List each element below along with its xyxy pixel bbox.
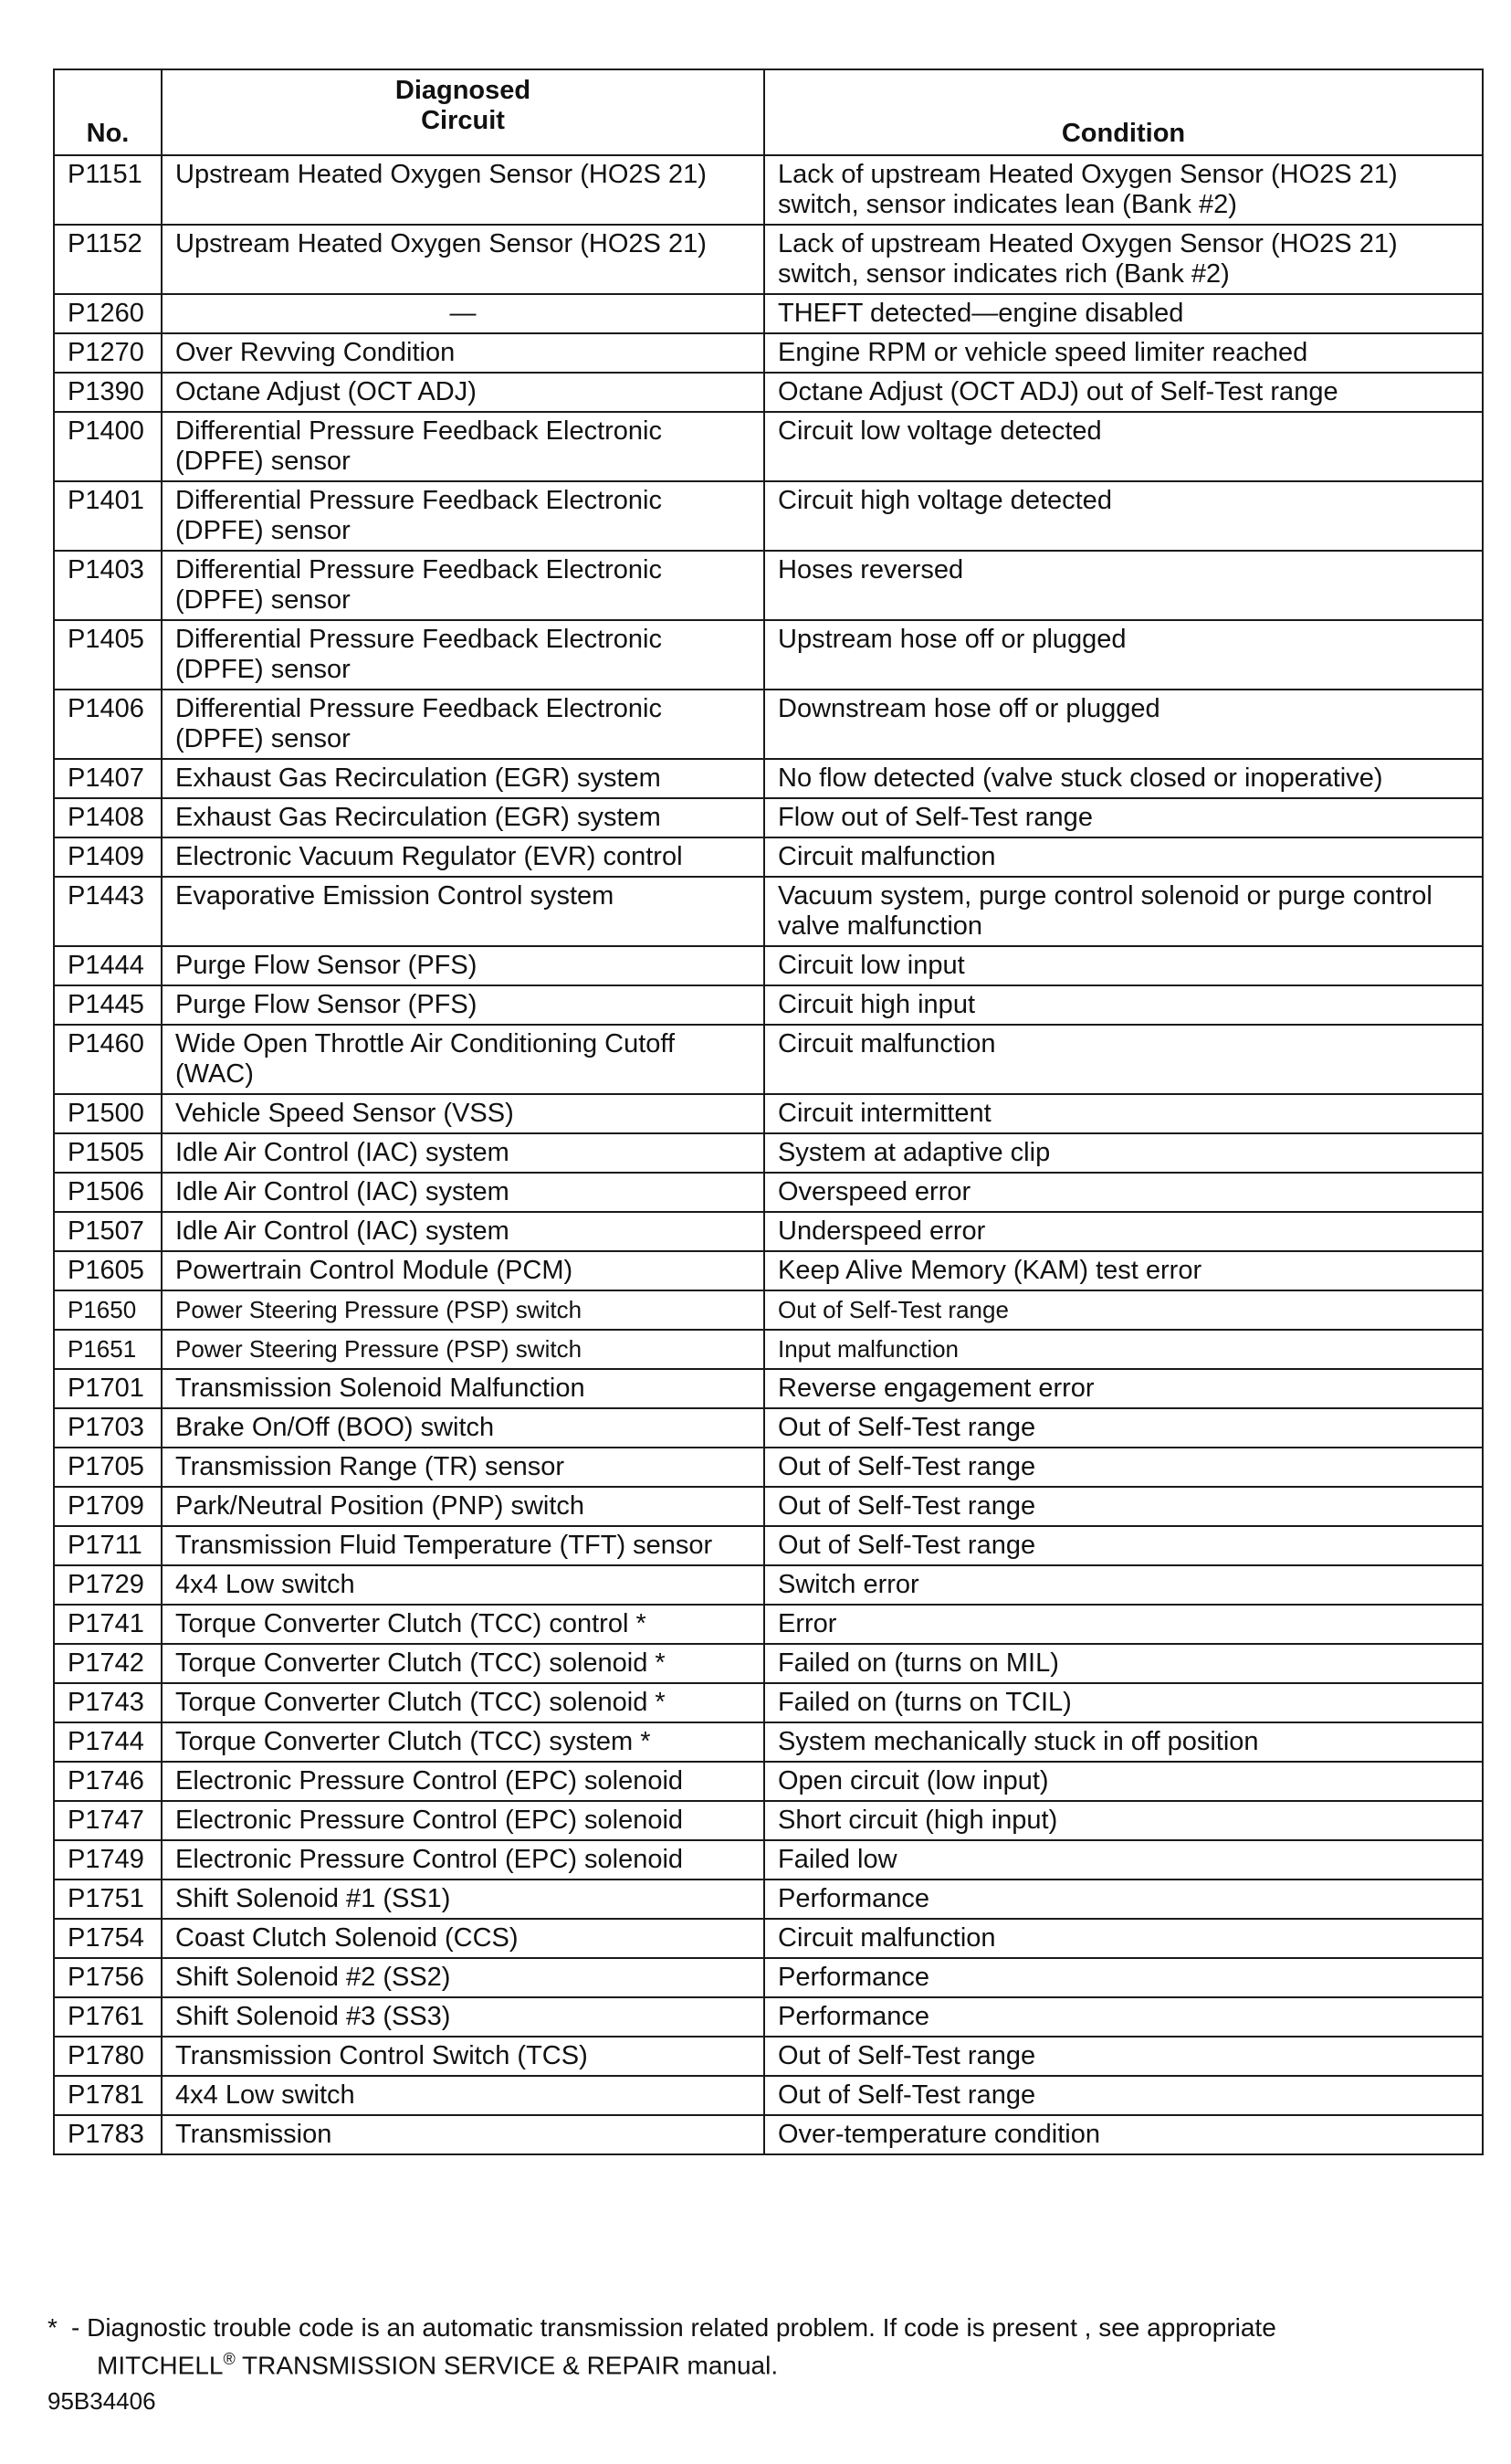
dtc-code: P1747 <box>54 1801 162 1840</box>
dtc-code: P1270 <box>54 333 162 373</box>
dtc-code: P1152 <box>54 225 162 294</box>
table-row <box>54 690 1483 759</box>
condition: Input malfunction <box>764 1330 1483 1369</box>
dtc-code: P1390 <box>54 373 162 412</box>
table-row <box>54 877 1483 946</box>
condition: Over-temperature condition <box>764 2115 1483 2154</box>
dtc-code: P1506 <box>54 1173 162 1212</box>
diagnosed-circuit: Shift Solenoid #1 (SS1) <box>162 1880 764 1919</box>
condition: Error <box>764 1605 1483 1644</box>
table-row <box>54 1369 1483 1408</box>
table-row <box>54 1094 1483 1133</box>
table-row <box>54 1722 1483 1762</box>
dtc-code: P1408 <box>54 798 162 837</box>
condition: Switch error <box>764 1565 1483 1605</box>
condition: Circuit malfunction <box>764 1919 1483 1958</box>
dtc-code: P1403 <box>54 551 162 620</box>
dtc-code: P1500 <box>54 1094 162 1133</box>
diagnosed-circuit: Differential Pressure Feedback Electronic (DPFE) sensor <box>162 481 764 551</box>
condition: Out of Self-Test range <box>764 1448 1483 1487</box>
table-row <box>54 2115 1483 2154</box>
dtc-table <box>53 68 1484 2155</box>
table-row <box>54 1448 1483 1487</box>
footnote-line1: - Diagnostic trouble code is an automatic transmission related problem. If code is present , see appropriate <box>71 2313 1276 2342</box>
condition: Underspeed error <box>764 1212 1483 1251</box>
condition: Circuit high voltage detected <box>764 481 1483 551</box>
diagnosed-circuit: Upstream Heated Oxygen Sensor (HO2S 21) <box>162 155 764 225</box>
diagnosed-circuit: Exhaust Gas Recirculation (EGR) system <box>162 798 764 837</box>
condition: Reverse engagement error <box>764 1369 1483 1408</box>
table-row <box>54 1919 1483 1958</box>
diagnosed-circuit: Octane Adjust (OCT ADJ) <box>162 373 764 412</box>
footnote-asterisk: * <box>47 2313 58 2342</box>
diagnosed-circuit: Torque Converter Clutch (TCC) control * <box>162 1605 764 1644</box>
dtc-code: P1743 <box>54 1683 162 1722</box>
dtc-code: P1407 <box>54 759 162 798</box>
diagnosed-circuit: 4x4 Low switch <box>162 1565 764 1605</box>
condition: Downstream hose off or plugged <box>764 690 1483 759</box>
table-row <box>54 759 1483 798</box>
dtc-code: P1260 <box>54 294 162 333</box>
table-row <box>54 1605 1483 1644</box>
diagnosed-circuit: Electronic Pressure Control (EPC) solenoid <box>162 1762 764 1801</box>
table-row <box>54 1880 1483 1919</box>
table-row <box>54 1251 1483 1290</box>
condition: Overspeed error <box>764 1173 1483 1212</box>
table-row <box>54 333 1483 373</box>
registered-mark: ® <box>223 2350 236 2368</box>
figure-id: 95B34406 <box>47 2387 156 2415</box>
diagnosed-circuit: Purge Flow Sensor (PFS) <box>162 946 764 985</box>
table-row <box>54 1762 1483 1801</box>
condition: Lack of upstream Heated Oxygen Sensor (HO2S 21) switch, sensor indicates rich (Bank #2) <box>764 225 1483 294</box>
dtc-code: P1505 <box>54 1133 162 1173</box>
dtc-code: P1754 <box>54 1919 162 1958</box>
dtc-code: P1151 <box>54 155 162 225</box>
table-row <box>54 620 1483 690</box>
condition: Octane Adjust (OCT ADJ) out of Self-Test range <box>764 373 1483 412</box>
diagnosed-circuit: Brake On/Off (BOO) switch <box>162 1408 764 1448</box>
dtc-code: P1405 <box>54 620 162 690</box>
diagnosed-circuit: Electronic Pressure Control (EPC) solenoid <box>162 1840 764 1880</box>
condition: Upstream hose off or plugged <box>764 620 1483 690</box>
header-circuit-line2: Circuit <box>421 106 505 135</box>
condition: Performance <box>764 1958 1483 1997</box>
table-row <box>54 1644 1483 1683</box>
diagnosed-circuit: Torque Converter Clutch (TCC) solenoid * <box>162 1683 764 1722</box>
condition: Open circuit (low input) <box>764 1762 1483 1801</box>
diagnosed-circuit: Power Steering Pressure (PSP) switch <box>162 1290 764 1330</box>
footnote <box>47 2312 1472 2381</box>
dtc-code: P1401 <box>54 481 162 551</box>
table-row <box>54 985 1483 1025</box>
diagnosed-circuit: Transmission Fluid Temperature (TFT) sensor <box>162 1526 764 1565</box>
diagnosed-circuit: Over Revving Condition <box>162 333 764 373</box>
dtc-code: P1701 <box>54 1369 162 1408</box>
condition: Hoses reversed <box>764 551 1483 620</box>
dtc-code: P1749 <box>54 1840 162 1880</box>
condition: Out of Self-Test range <box>764 1487 1483 1526</box>
condition: Failed on (turns on TCIL) <box>764 1683 1483 1722</box>
table-row <box>54 481 1483 551</box>
table-row <box>54 1173 1483 1212</box>
table-header-row <box>54 69 1483 155</box>
diagnosed-circuit: Differential Pressure Feedback Electronic (DPFE) sensor <box>162 690 764 759</box>
diagnosed-circuit: Differential Pressure Feedback Electronic (DPFE) sensor <box>162 551 764 620</box>
dtc-code: P1507 <box>54 1212 162 1251</box>
diagnosed-circuit: — <box>162 294 764 333</box>
condition: Failed low <box>764 1840 1483 1880</box>
diagnosed-circuit: Transmission <box>162 2115 764 2154</box>
condition: Out of Self-Test range <box>764 2076 1483 2115</box>
dtc-code: P1741 <box>54 1605 162 1644</box>
condition: No flow detected (valve stuck closed or inoperative) <box>764 759 1483 798</box>
diagnosed-circuit: Upstream Heated Oxygen Sensor (HO2S 21) <box>162 225 764 294</box>
condition: Vacuum system, purge control solenoid or purge control valve malfunction <box>764 877 1483 946</box>
condition: Circuit intermittent <box>764 1094 1483 1133</box>
table-row <box>54 1330 1483 1369</box>
dtc-code: P1705 <box>54 1448 162 1487</box>
condition: System at adaptive clip <box>764 1133 1483 1173</box>
diagnosed-circuit: Power Steering Pressure (PSP) switch <box>162 1330 764 1369</box>
dtc-code: P1709 <box>54 1487 162 1526</box>
table-row <box>54 1487 1483 1526</box>
dtc-code: P1761 <box>54 1997 162 2037</box>
dtc-code: P1703 <box>54 1408 162 1448</box>
diagnosed-circuit: Torque Converter Clutch (TCC) system * <box>162 1722 764 1762</box>
condition: Performance <box>764 1997 1483 2037</box>
table-row <box>54 294 1483 333</box>
condition: Circuit high input <box>764 985 1483 1025</box>
dtc-code: P1783 <box>54 2115 162 2154</box>
diagnosed-circuit: Exhaust Gas Recirculation (EGR) system <box>162 759 764 798</box>
footnote-line2-rest: TRANSMISSION SERVICE & REPAIR manual. <box>235 2351 779 2380</box>
diagnosed-circuit: Shift Solenoid #3 (SS3) <box>162 1997 764 2037</box>
dtc-code: P1651 <box>54 1330 162 1369</box>
diagnosed-circuit: Vehicle Speed Sensor (VSS) <box>162 1094 764 1133</box>
table-row <box>54 1958 1483 1997</box>
dtc-code: P1444 <box>54 946 162 985</box>
dtc-code: P1460 <box>54 1025 162 1094</box>
dtc-table-body <box>54 155 1483 2154</box>
diagnosed-circuit: 4x4 Low switch <box>162 2076 764 2115</box>
diagnosed-circuit: Idle Air Control (IAC) system <box>162 1212 764 1251</box>
header-no: No. <box>54 69 162 155</box>
header-condition: Condition <box>764 69 1483 155</box>
condition: Circuit low voltage detected <box>764 412 1483 481</box>
footnote-line2 <box>47 2343 1472 2381</box>
condition: Failed on (turns on MIL) <box>764 1644 1483 1683</box>
table-row <box>54 1526 1483 1565</box>
table-row <box>54 1840 1483 1880</box>
condition: Engine RPM or vehicle speed limiter reached <box>764 333 1483 373</box>
condition: Lack of upstream Heated Oxygen Sensor (HO2S 21) switch, sensor indicates lean (Bank #2) <box>764 155 1483 225</box>
dtc-code: P1780 <box>54 2037 162 2076</box>
table-row <box>54 1408 1483 1448</box>
diagnosed-circuit: Evaporative Emission Control system <box>162 877 764 946</box>
condition: Short circuit (high input) <box>764 1801 1483 1840</box>
dtc-code: P1443 <box>54 877 162 946</box>
table-row <box>54 2037 1483 2076</box>
table-row <box>54 155 1483 225</box>
condition: System mechanically stuck in off position <box>764 1722 1483 1762</box>
dtc-code: P1744 <box>54 1722 162 1762</box>
table-row <box>54 1133 1483 1173</box>
header-circuit-line1: Diagnosed <box>394 76 531 105</box>
dtc-code: P1746 <box>54 1762 162 1801</box>
table-row <box>54 2076 1483 2115</box>
table-row <box>54 1801 1483 1840</box>
dtc-code: P1711 <box>54 1526 162 1565</box>
diagnosed-circuit: Coast Clutch Solenoid (CCS) <box>162 1919 764 1958</box>
diagnosed-circuit: Electronic Pressure Control (EPC) solenoid <box>162 1801 764 1840</box>
diagnosed-circuit: Wide Open Throttle Air Conditioning Cutoff (WAC) <box>162 1025 764 1094</box>
condition: Out of Self-Test range <box>764 2037 1483 2076</box>
header-circuit <box>162 69 764 155</box>
table-row <box>54 1565 1483 1605</box>
table-row <box>54 1683 1483 1722</box>
dtc-code: P1445 <box>54 985 162 1025</box>
diagnosed-circuit: Transmission Solenoid Malfunction <box>162 1369 764 1408</box>
table-row <box>54 1212 1483 1251</box>
condition: THEFT detected—engine disabled <box>764 294 1483 333</box>
footnote-brand: MITCHELL <box>97 2351 224 2380</box>
condition: Circuit low input <box>764 946 1483 985</box>
table-row <box>54 1997 1483 2037</box>
dtc-code: P1409 <box>54 837 162 877</box>
dtc-code: P1729 <box>54 1565 162 1605</box>
table-row <box>54 1025 1483 1094</box>
condition: Out of Self-Test range <box>764 1526 1483 1565</box>
dtc-code: P1781 <box>54 2076 162 2115</box>
table-row <box>54 373 1483 412</box>
diagnosed-circuit: Transmission Control Switch (TCS) <box>162 2037 764 2076</box>
diagnosed-circuit: Park/Neutral Position (PNP) switch <box>162 1487 764 1526</box>
dtc-code: P1605 <box>54 1251 162 1290</box>
condition: Keep Alive Memory (KAM) test error <box>764 1251 1483 1290</box>
dtc-code: P1400 <box>54 412 162 481</box>
diagnosed-circuit: Purge Flow Sensor (PFS) <box>162 985 764 1025</box>
diagnosed-circuit: Electronic Vacuum Regulator (EVR) control <box>162 837 764 877</box>
condition: Circuit malfunction <box>764 837 1483 877</box>
table-row <box>54 837 1483 877</box>
diagnosed-circuit: Transmission Range (TR) sensor <box>162 1448 764 1487</box>
diagnosed-circuit: Idle Air Control (IAC) system <box>162 1133 764 1173</box>
table-row <box>54 798 1483 837</box>
condition: Out of Self-Test range <box>764 1408 1483 1448</box>
diagnosed-circuit: Shift Solenoid #2 (SS2) <box>162 1958 764 1997</box>
table-row <box>54 1290 1483 1330</box>
dtc-code: P1406 <box>54 690 162 759</box>
table-row <box>54 412 1483 481</box>
diagnosed-circuit: Torque Converter Clutch (TCC) solenoid * <box>162 1644 764 1683</box>
dtc-code: P1756 <box>54 1958 162 1997</box>
table-row <box>54 225 1483 294</box>
diagnosed-circuit: Differential Pressure Feedback Electronic (DPFE) sensor <box>162 412 764 481</box>
diagnosed-circuit: Differential Pressure Feedback Electronic (DPFE) sensor <box>162 620 764 690</box>
condition: Performance <box>764 1880 1483 1919</box>
condition: Circuit malfunction <box>764 1025 1483 1094</box>
diagnosed-circuit: Idle Air Control (IAC) system <box>162 1173 764 1212</box>
table-row <box>54 551 1483 620</box>
condition: Flow out of Self-Test range <box>764 798 1483 837</box>
dtc-code: P1751 <box>54 1880 162 1919</box>
condition: Out of Self-Test range <box>764 1290 1483 1330</box>
diagnosed-circuit: Powertrain Control Module (PCM) <box>162 1251 764 1290</box>
dtc-code: P1650 <box>54 1290 162 1330</box>
dtc-code: P1742 <box>54 1644 162 1683</box>
table-row <box>54 946 1483 985</box>
